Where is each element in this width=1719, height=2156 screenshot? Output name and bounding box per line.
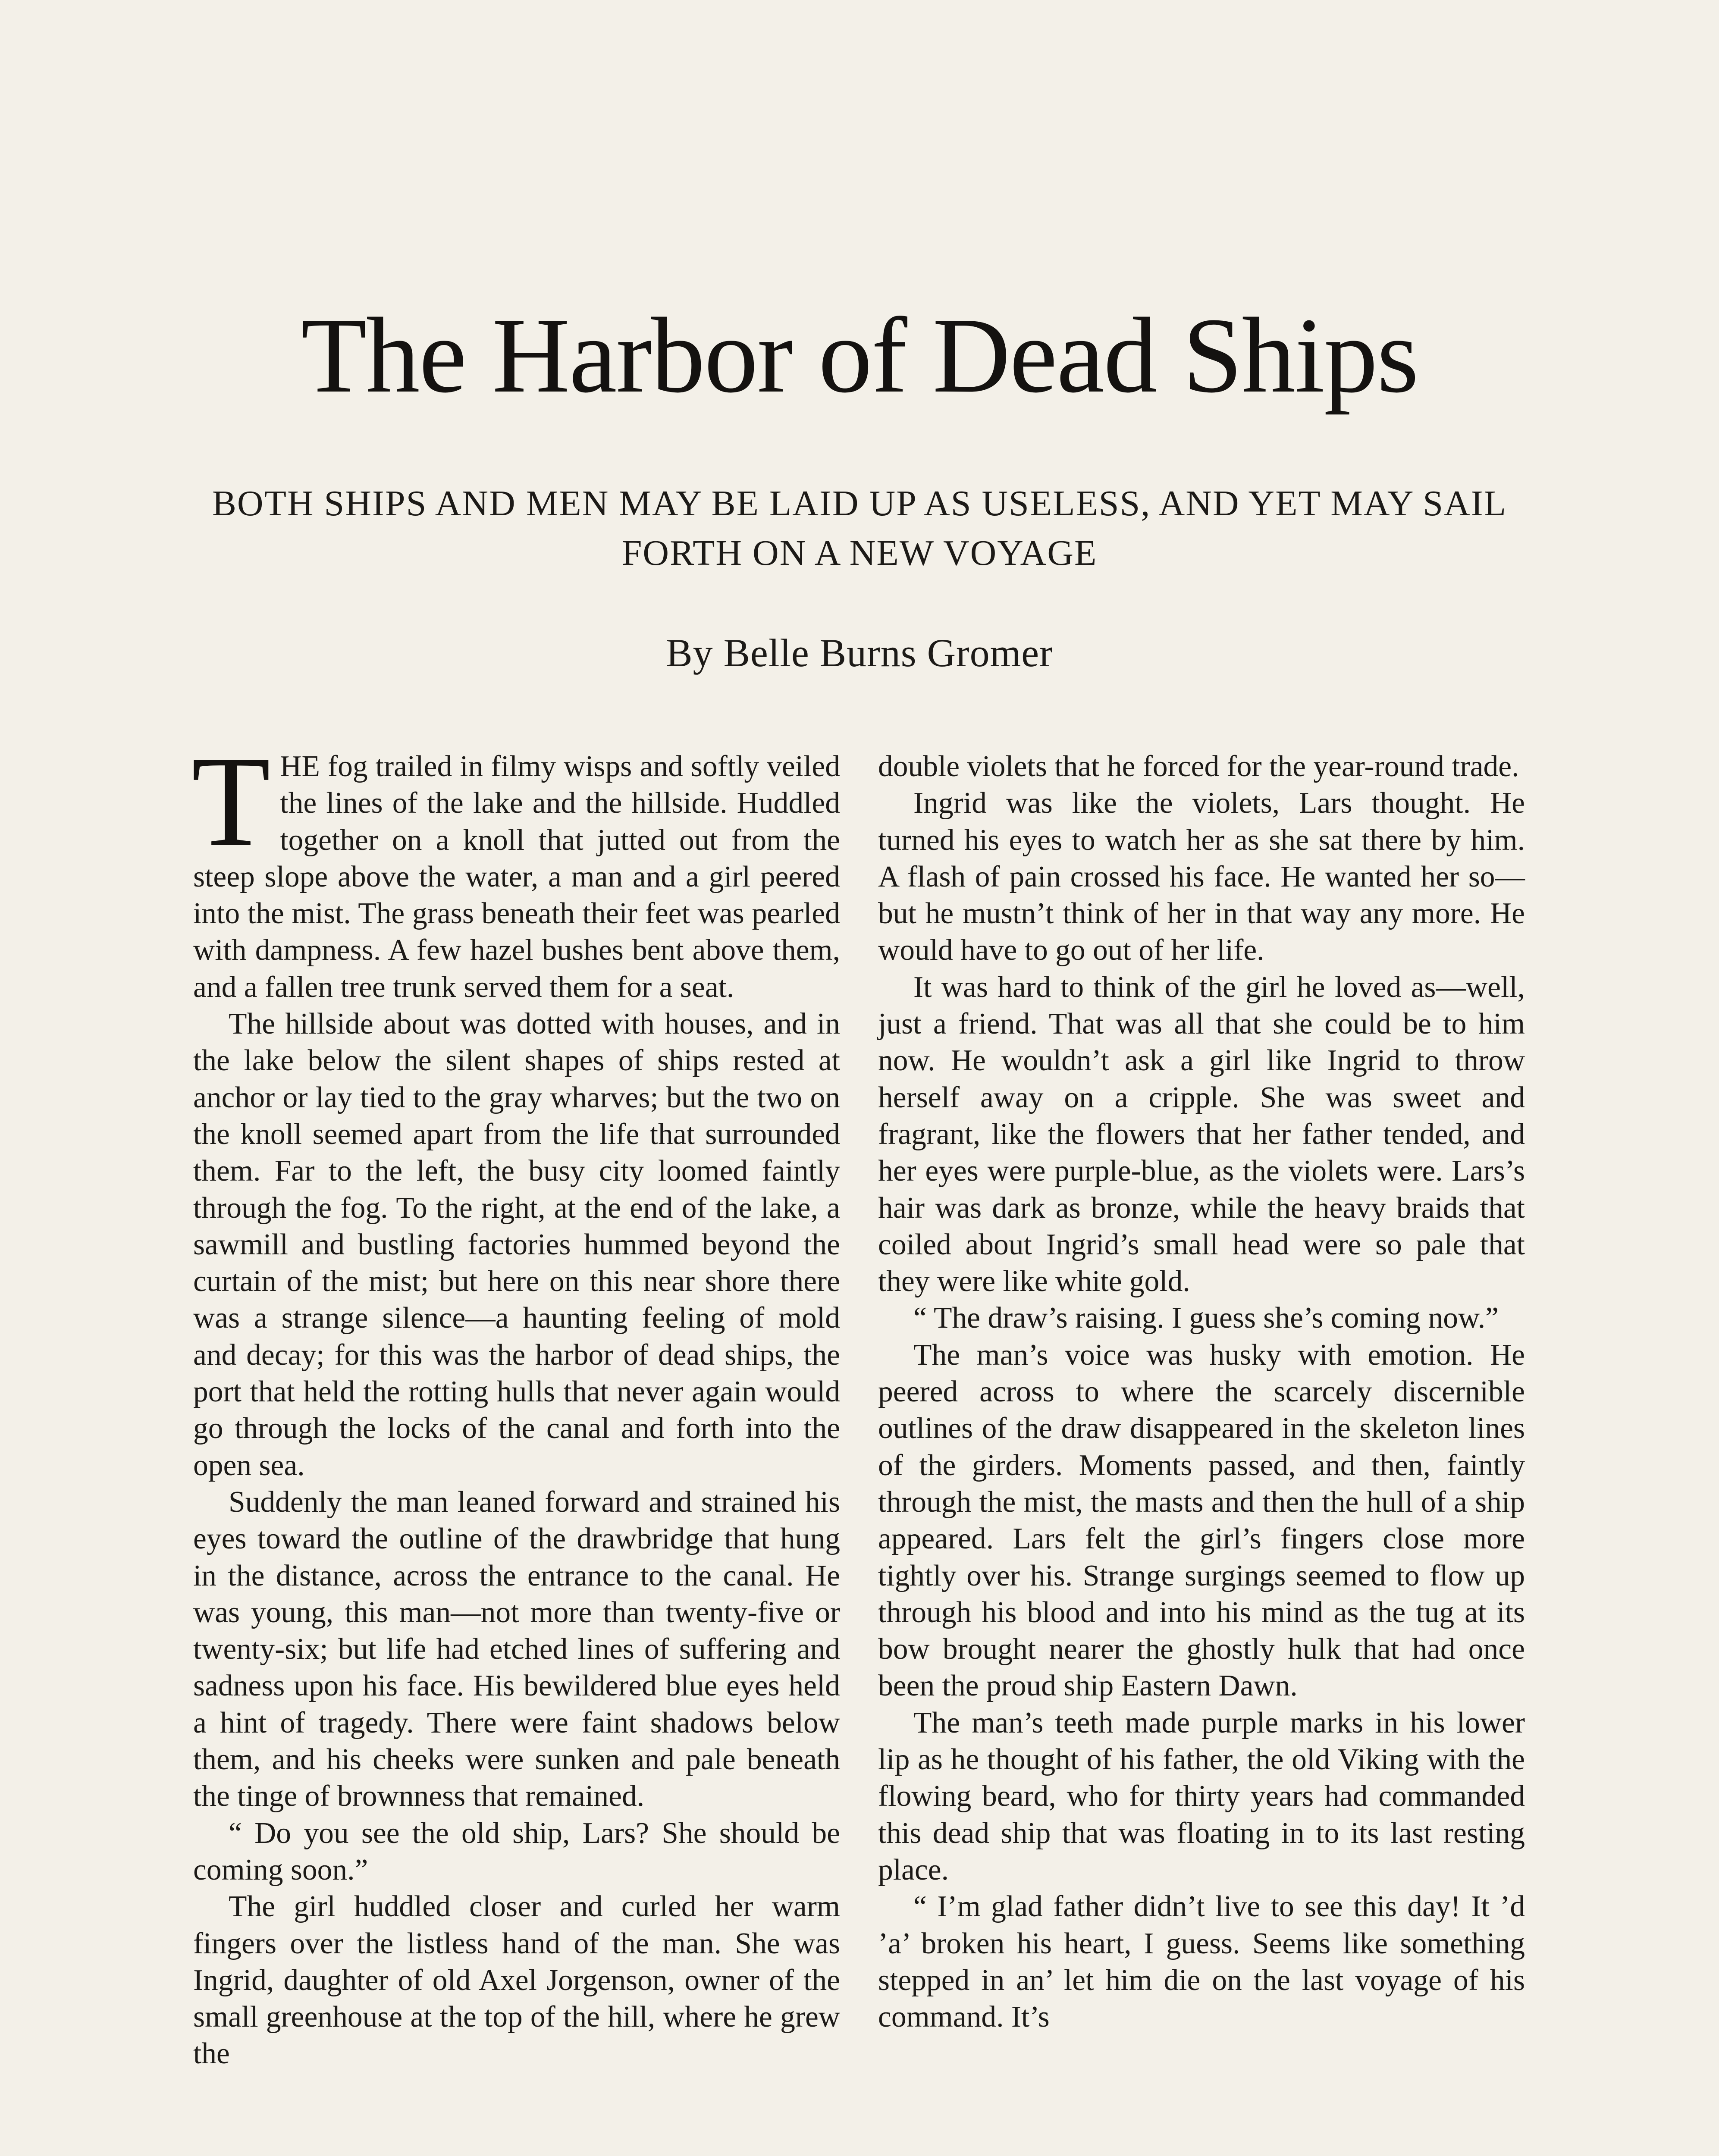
right-column xyxy=(878,748,1525,2035)
paragraph: The man’s teeth made purple marks in his lower lip as he thought of his father, the old Viking with the flowing beard, who for thirty years had commanded this dead ship that was floating in to its last resting place. xyxy=(878,1706,1525,1887)
article-title: The Harbor of Dead Ships xyxy=(301,296,1418,415)
paragraph-text: HE fog trailed in filmy wisps and softly veiled the lines of the lake and the hillside. Huddled together on a knoll that jutted out from the steep slope above the water, a man and a girl peered into the mist. The grass beneath their feet was pearled with dampness. A few hazel bushes bent above them, and a fallen tree trunk served them for a seat. xyxy=(193,750,840,1004)
paragraph: “ The draw’s raising. I guess she’s coming now.” xyxy=(913,1301,1499,1335)
paragraph: Suddenly the man leaned forward and strained his eyes toward the outline of the drawbridge that hung in the distance, across the entrance to the canal. He was young, this man—not more than twenty-five or twenty-six; but life had etched lines of suffering and sadness upon his face. His bewildered blue eyes held a hint of tragedy. There were faint shadows below them, and his cheeks were sunken and pale beneath the tinge of brownness that remained. xyxy=(193,1485,840,1813)
paragraph: “ I’m glad father didn’t live to see this day! It ’d ’a’ broken his heart, I guess. Seems like something stepped in an’ let him die on the last voyage of his command. It’s xyxy=(878,1890,1525,2034)
article-subtitle: BOTH SHIPS AND MEN MAY BE LAID UP AS USELESS, AND YET MAY SAIL FORTH ON A NEW VOYAGE xyxy=(212,483,1507,573)
paragraph: It was hard to think of the girl he loved as—well, just a friend. That was all that she could be to him now. He wouldn’t ask a girl like Ingrid to throw herself away on a cripple. She was sweet and fragrant, like the flowers that her father tended, and her eyes were purple-blue, as the violets were. Lars’s hair was dark as bronze, while the heavy braids that coiled about Ingrid’s small head were so pale that they were like white gold. xyxy=(878,970,1525,1298)
paragraph: The girl huddled closer and curled her warm fingers over the listless hand of the man. She was Ingrid, daughter of old Axel Jorgenson, owner of the small greenhouse at the top of the hill, where he grew the xyxy=(193,1890,840,2071)
paragraph: The hillside about was dotted with houses, and in the lake below the silent shapes of ships rested at anchor or lay tied to the gray wharves; but the two on the knoll seemed apart from the life that surrounded them. Far to the left, the busy city loomed faintly through the fog. To the right, at the end of the lake, a sawmill and bustling factories hummed beyond the curtain of the mist; but here on this near shore there was a strange silence—a haunting feeling of mold and decay; for this was the harbor of dead ships, the port that held the rotting hulls that never again would go through the locks of the canal and forth into the open sea. xyxy=(193,1007,840,1482)
paragraph: The man’s voice was husky with emotion. He peered across to where the scarcely discernible outlines of the draw disappeared in the skeleton lines of the girders. Moments passed, and then, faintly through the mist, the masts and then the hull of a ship appeared. Lars felt the girl’s fingers close more tightly over his. Strange surgings seemed to flow up through his blood and into his mind as the tug at its bow brought nearer the ghostly hulk that had once been the proud ship Eastern Dawn. xyxy=(878,1338,1525,1703)
left-column xyxy=(191,730,840,2072)
paragraph xyxy=(191,730,840,1006)
article-byline: By Belle Burns Gromer xyxy=(666,631,1053,675)
paragraph: Ingrid was like the violets, Lars thought. He turned his eyes to watch her as she sat there by him. A flash of pain crossed his face. He wanted her so—but he mustn’t think of her in that way any more. He would have to go out of her life. xyxy=(878,787,1525,967)
paragraph: “ Do you see the old ship, Lars? She should be coming soon.” xyxy=(193,1816,840,1887)
paragraph: double violets that he forced for the year-round trade. xyxy=(878,750,1519,783)
drop-cap: T xyxy=(191,730,271,873)
